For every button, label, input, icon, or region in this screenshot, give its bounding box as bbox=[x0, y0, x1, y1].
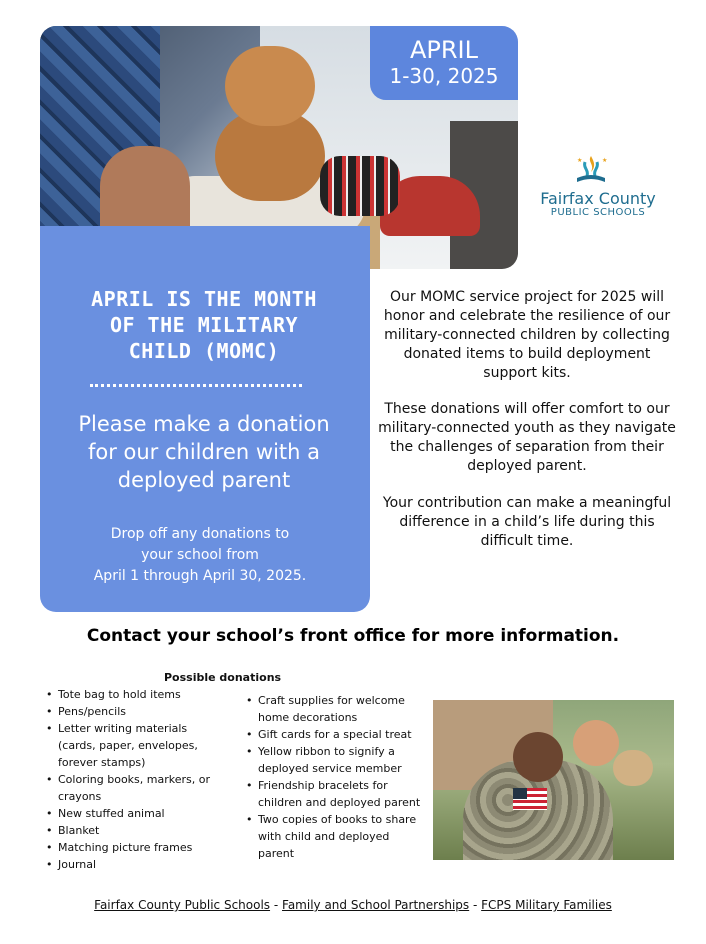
link-family-school-partnerships[interactable]: Family and School Partnerships bbox=[282, 898, 470, 912]
list-item: • Gift cards for a special treat bbox=[242, 726, 428, 743]
main-heading bbox=[54, 286, 354, 364]
footer-separator: - bbox=[469, 898, 482, 912]
list-item: • Yellow ribbon to signify a deployed service member bbox=[242, 743, 428, 777]
donations-title: Possible donations bbox=[164, 671, 282, 684]
date-range: 1-30, 2025 bbox=[389, 64, 499, 88]
dropoff-line: your school from bbox=[141, 547, 259, 563]
heading-line: CHILD (MOMC) bbox=[128, 339, 280, 363]
fcps-logo-icon bbox=[571, 150, 611, 190]
family-reunion-photo bbox=[433, 700, 674, 860]
list-item: • Coloring books, markers, or crayons bbox=[42, 771, 226, 805]
link-fcps[interactable]: Fairfax County Public Schools bbox=[94, 898, 271, 912]
svg-text:★: ★ bbox=[577, 157, 583, 164]
footer-separator: - bbox=[270, 898, 283, 912]
project-description: Our MOMC service project for 2025 will honor and celebrate the resilience of our military-connected children by collecting donated items to build deployment support kits. bbox=[383, 289, 671, 381]
contribution-description: Your contribution can make a meaningful difference in a child’s life during this difficult time. bbox=[382, 495, 672, 549]
dropoff-line: April 1 through April 30, 2025. bbox=[93, 568, 307, 584]
logo-subname: PUBLIC SCHOOLS bbox=[550, 207, 646, 218]
logo-name: Fairfax County bbox=[540, 189, 656, 208]
footer-links bbox=[0, 898, 706, 912]
list-item: • Tote bag to hold items bbox=[42, 686, 226, 703]
svg-text:★: ★ bbox=[602, 157, 608, 164]
list-item: • Letter writing materials (cards, paper, envelopes, forever stamps) bbox=[42, 720, 226, 771]
donate-line: deployed parent bbox=[117, 468, 291, 492]
donate-line: Please make a donation bbox=[78, 412, 330, 436]
link-fcps-military-families[interactable]: FCPS Military Families bbox=[481, 898, 612, 912]
list-item: • Blanket bbox=[42, 822, 226, 839]
list-item: • Friendship bracelets for children and deployed parent bbox=[242, 777, 428, 811]
date-month: APRIL bbox=[409, 36, 478, 64]
donations-list-2 bbox=[242, 692, 428, 862]
dropoff-line: Drop off any donations to bbox=[110, 526, 290, 542]
list-item: • Craft supplies for welcome home decorations bbox=[242, 692, 428, 726]
heading-line: APRIL IS THE MONTH bbox=[91, 287, 317, 311]
donations-list-1 bbox=[42, 686, 226, 873]
list-item: • Pens/pencils bbox=[42, 703, 226, 720]
heading-line: OF THE MILITARY bbox=[109, 313, 299, 337]
list-item: • Two copies of books to share with child and deployed parent bbox=[242, 811, 428, 862]
list-item: • Journal bbox=[42, 856, 226, 873]
list-item: • Matching picture frames bbox=[42, 839, 226, 856]
dropoff-info bbox=[62, 524, 338, 587]
list-item: • New stuffed animal bbox=[42, 805, 226, 822]
comfort-description: These donations will offer comfort to our military-connected youth as they navigate the challenges of separation from their deployed parent. bbox=[378, 401, 676, 474]
donate-line: for our children with a bbox=[87, 440, 321, 464]
dotted-divider bbox=[90, 384, 302, 387]
donation-request bbox=[56, 410, 352, 494]
contact-line: Contact your school’s front office for more information. bbox=[86, 626, 620, 646]
